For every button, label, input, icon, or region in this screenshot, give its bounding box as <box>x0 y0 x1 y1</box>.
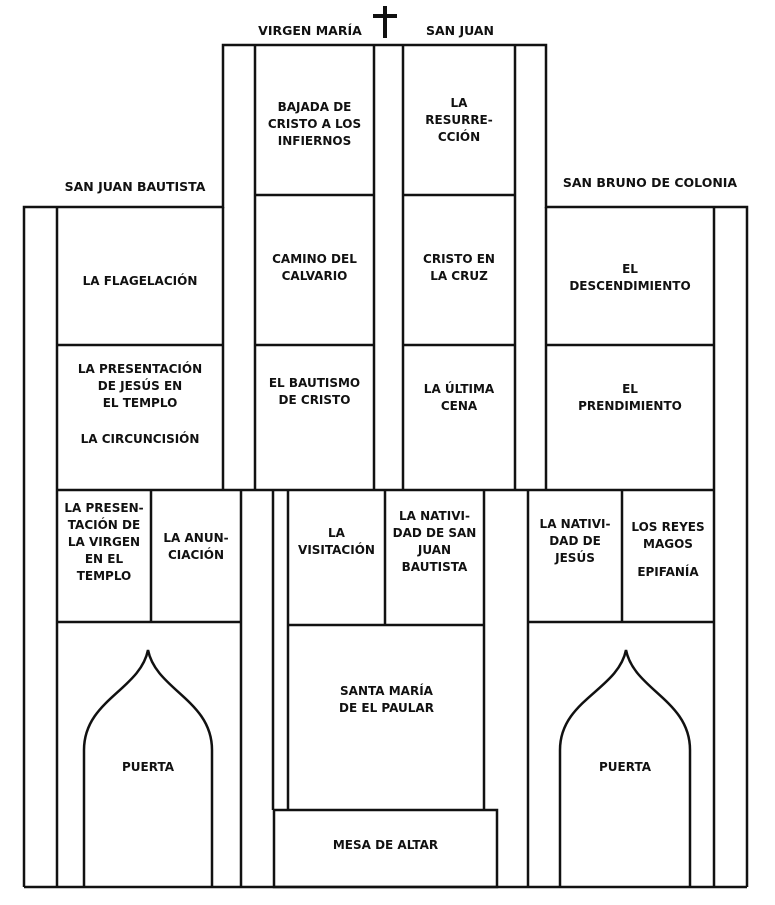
panel-circuncision: LA CIRCUNCISIÓN <box>80 431 200 446</box>
label-puerta-left: PUERTA <box>122 759 174 774</box>
panel-anunciacion: LA ANUN- CIACIÓN <box>163 531 229 562</box>
panel-natividad-san-juan: LA NATIVI- DAD DE SAN JUAN BAUTISTA <box>392 509 477 574</box>
panel-cristo-cruz: CRISTO EN LA CRUZ <box>423 252 495 283</box>
label-puerta-right: PUERTA <box>599 759 651 774</box>
panel-santa-maria: SANTA MARÍA DE EL PAULAR <box>339 684 434 715</box>
panel-epifania: EPIFANÍA <box>637 564 699 579</box>
panel-bautismo: EL BAUTISMO DE CRISTO <box>268 376 361 407</box>
panel-reyes-magos: LOS REYES MAGOS <box>631 520 705 551</box>
panel-presentacion-jesus: LA PRESENTACIÓN DE JESÚS EN EL TEMPLO <box>77 361 203 410</box>
label-san-bruno: SAN BRUNO DE COLONIA <box>562 174 738 190</box>
panel-descendimiento: EL DESCENDIMIENTO <box>569 262 691 293</box>
panel-natividad-jesus: LA NATIVI- DAD DE JESÚS <box>539 516 611 565</box>
label-virgen-maria: VIRGEN MARÍA <box>258 22 362 38</box>
label-san-juan-bautista: SAN JUAN BAUTISTA <box>64 178 206 194</box>
label-mesa-altar: MESA DE ALTAR <box>332 837 439 852</box>
panel-prendimiento: EL PRENDIMIENTO <box>578 382 682 413</box>
panel-presentacion-virgen: LA PRESEN- TACIÓN DE LA VIRGEN EN EL TEMPLO <box>64 500 144 583</box>
panel-visitacion: LA VISITACIÓN <box>298 526 375 557</box>
cross-icon <box>373 6 397 38</box>
panel-camino-calvario: CAMINO DEL CALVARIO <box>272 252 357 283</box>
panel-resurreccion: LA RESURRE- CCIÓN <box>425 95 493 144</box>
panel-flagelacion: LA FLAGELACIÓN <box>82 273 198 288</box>
panel-bajada: BAJADA DE CRISTO A LOS INFIERNOS <box>267 99 362 148</box>
label-san-juan: SAN JUAN <box>425 22 495 38</box>
panel-ultima-cena: LA ÚLTIMA CENA <box>423 382 495 413</box>
